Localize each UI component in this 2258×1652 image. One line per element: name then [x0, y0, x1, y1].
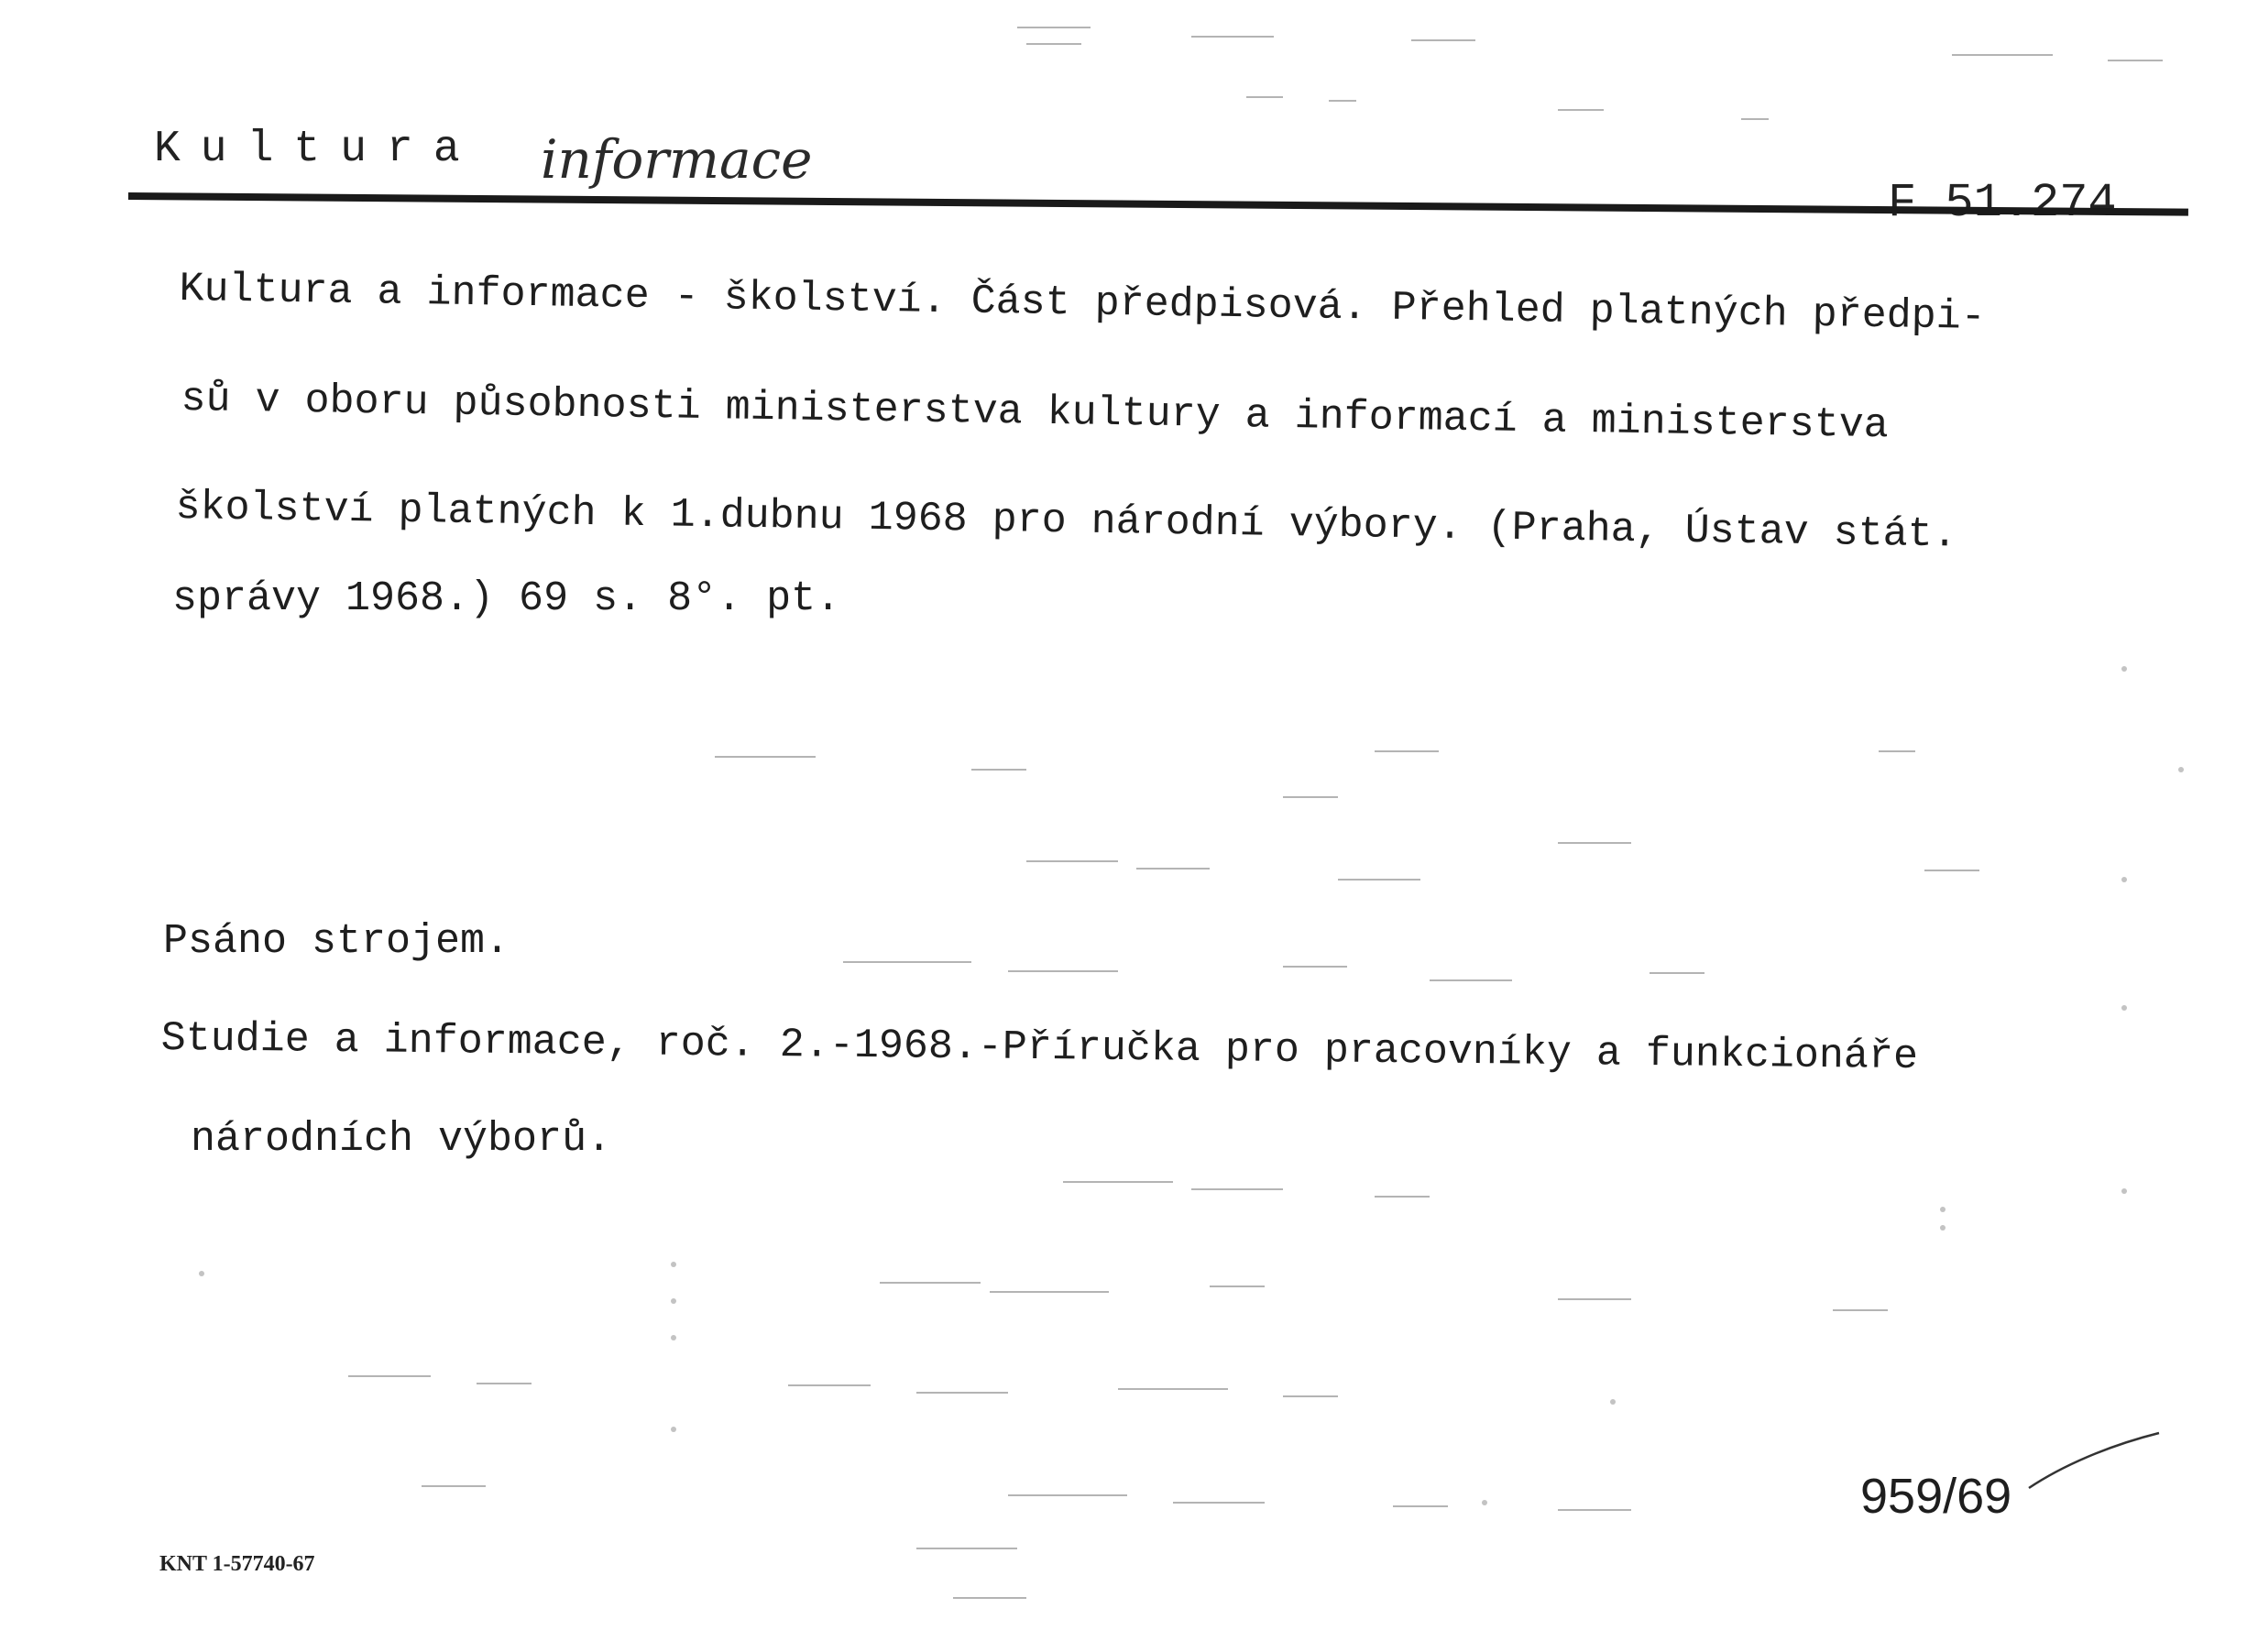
handwritten-subheading: informace [541, 128, 813, 191]
card-imprint: KNT 1-57740-67 [159, 1552, 315, 1576]
note-series-line-1: Studie a informace, roč. 2.-1968.-Příručka pro pracovníky a funkcionáře [160, 1015, 1919, 1081]
note-series-line-2: národních výborů. [191, 1116, 612, 1163]
subject-heading: Kultura [154, 125, 480, 174]
note-typescript: Psáno strojem. [163, 918, 510, 965]
accession-number: 959/69 [1860, 1469, 2012, 1524]
entry-line-1: Kultura a informace - školství. Část předpisová. Přehled platných předpi- [179, 266, 1987, 341]
entry-line-2: sů v oboru působnosti ministerstva kultury a informací a ministerstva [181, 376, 1890, 450]
accession-pen-stroke [2025, 1429, 2163, 1493]
call-number: F 51.274 [1888, 176, 2117, 230]
entry-line-3: školství platných k 1.dubnu 1968 pro národní výbory. (Praha, Ústav stát. [175, 484, 1958, 559]
entry-line-4: správy 1968.) 69 s. 8°. pt. [172, 575, 841, 622]
